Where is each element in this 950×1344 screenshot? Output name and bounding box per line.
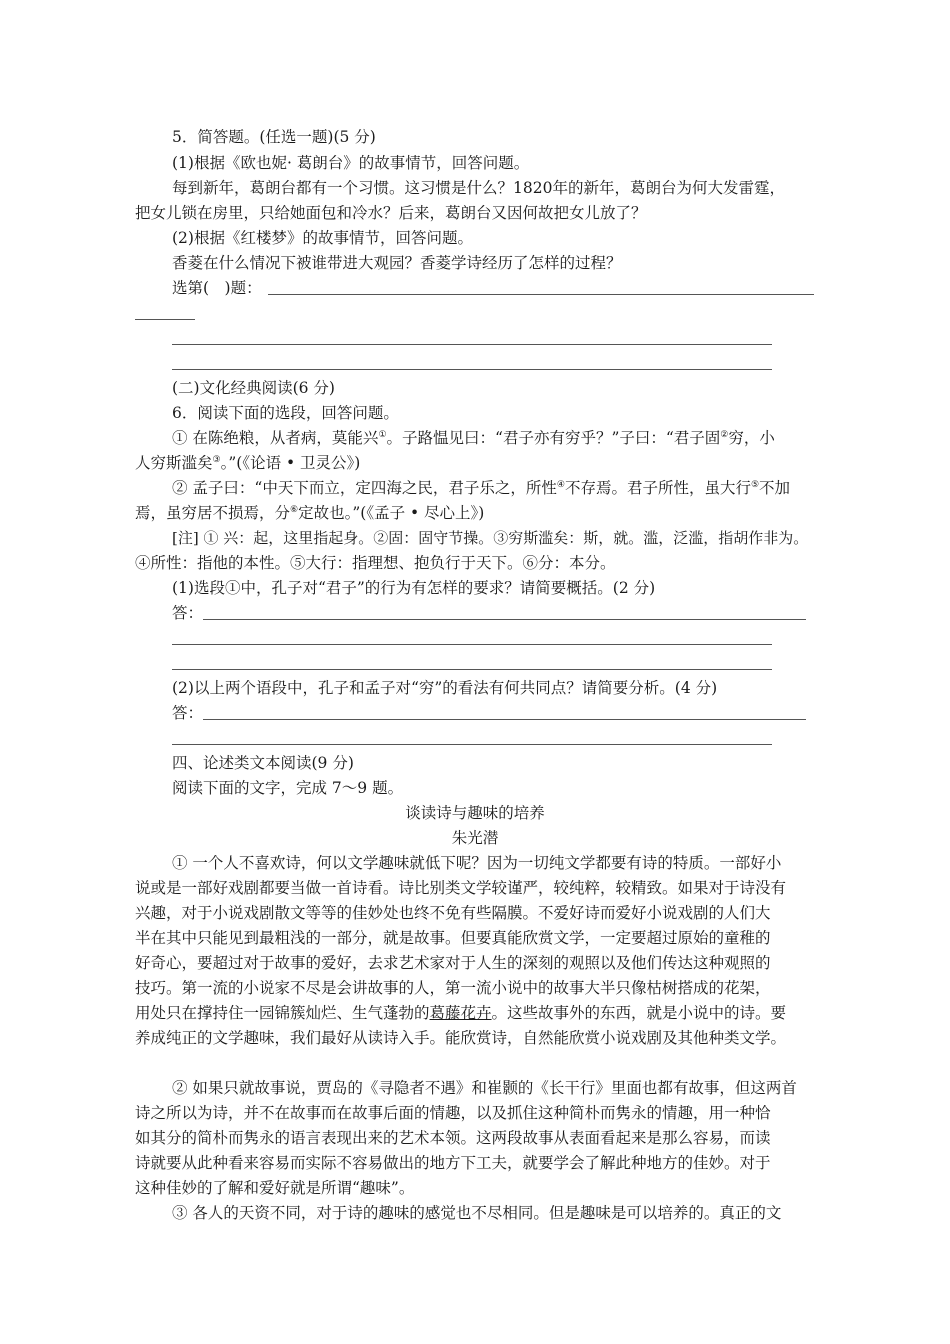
footnote-mark: ③ [212, 454, 221, 465]
text-run: 焉，虽穷居不损焉，分 [135, 504, 291, 522]
text-run: 不加 [759, 479, 791, 497]
footnote-mark: ⑤ [750, 479, 760, 490]
text-run: ① 在陈绝粮，从者病，莫能兴 [172, 429, 379, 447]
passage2-line1 [172, 478, 790, 498]
q5-sub2-prompt: (2)根据《红楼梦》的故事情节，回答问题。 [172, 229, 473, 247]
para1-line5: 好奇心，要超过对于故事的爱好，去求艺术家对于人生的深刻的观照以及他们传达这种观照的 [135, 954, 771, 972]
passage2-line2 [135, 503, 484, 523]
para2-line2: 诗之所以为诗，并不在故事而在故事后面的情趣，以及抓住这种简朴而隽永的情趣，用一种恰 [135, 1104, 771, 1122]
q6-sub2-prompt: (2)以上两个语段中，孔子和孟子对“穷”的看法有何共同点？请简要分析。(4 分) [172, 679, 718, 697]
q5-sub1-text-line1 [172, 178, 812, 198]
para2-line5: 这种佳妙的了解和爱好就是所谓“趣味”。 [135, 1179, 415, 1197]
para1-line3: 兴趣，对于小说戏剧散文等等的佳妙处也终不免有些隔膜。不爱好诗而爱好小说戏剧的人们大 [135, 904, 771, 922]
footnote-mark: ① [378, 429, 387, 440]
q5-sub1-text-line2: 把女儿锁在房里，只给她面包和冷水？后来，葛朗台又因何故把女儿放了？ [135, 204, 647, 222]
q6-sub2-answer-line-1[interactable] [203, 719, 806, 720]
q5-answer-line-2[interactable] [172, 344, 772, 345]
text-run: 。子路愠见曰：“君子亦有穷乎？”子曰：“君子固 [386, 429, 721, 447]
text-run: 穷，小 [728, 429, 775, 447]
para1-line6: 技巧。第一流的小说家不尽是会讲故事的人，第一流小说中的故事大半只像枯树搭成的花架， [135, 979, 771, 997]
para1-line1: ① 一个人不喜欢诗，何以文学趣味就低下呢？因为一切纯文学都要有诗的特质。一部好小 [172, 854, 782, 872]
para2-line4: 诗就要从此种看来容易而实际不容易做出的地方下工夫，就要学会了解此种地方的佳妙。对于 [135, 1154, 771, 1172]
footnote-mark: ② [720, 429, 729, 440]
text-run: 定故也。”(《孟子 • 尽心上》) [298, 504, 485, 522]
footnote-mark: ⑥ [290, 504, 299, 515]
passage1-line1 [172, 428, 775, 448]
q5-answer-line-1-wrap[interactable] [135, 319, 195, 320]
q5-answer-line-3[interactable] [172, 369, 772, 370]
q6-sub1-answer-label: 答： [172, 604, 204, 622]
para1-line7 [135, 1003, 786, 1023]
para1-line2: 说或是一部好戏剧都要当做一首诗看。诗比别类文学较谨严，较纯粹，较精致。如果对于诗没有 [135, 879, 787, 897]
essay-author: 朱光潜 [451, 829, 499, 847]
footnote-mark: ④ [556, 479, 565, 490]
passage1-line2 [135, 453, 360, 473]
q6-sub2-answer-line-2[interactable] [172, 744, 772, 745]
para2-line1: ② 如果只就故事说，贾岛的《寻隐者不遇》和崔颢的《长干行》里面也都有故事，但这两首 [172, 1079, 797, 1097]
q5-sub1-prompt: (1)根据《欧也妮· 葛朗台》的故事情节，回答问题。 [172, 154, 530, 172]
q6-prompt: 6．阅读下面的选段，回答问题。 [172, 404, 399, 422]
q6-sub1-answer-line-3[interactable] [172, 669, 772, 670]
q6-sub1-prompt: (1)选段①中，孔子对“君子”的行为有怎样的要求？请简要概括。(2 分) [172, 579, 656, 597]
note-line1: [注] ① 兴：起，这里指起身。②固：固守节操。③穷斯滥矣：斯，就。滥，泛滥，指胡作非为。 [172, 529, 809, 547]
para2-line3: 如其分的简朴而隽永的语言表现出来的艺术本领。这两段故事从表面看起来是那么容易，而读 [135, 1129, 771, 1147]
para1-line4: 半在其中只能见到最粗浅的一部分，就是故事。但要真能欣赏文学，一定要超过原始的童稚的 [135, 929, 771, 947]
note-line2: ④所性：指他的本性。⑤大行：指理想、抱负行于天下。⑥分：本分。 [135, 554, 616, 572]
q5-choose-label: 选第( )题： [172, 279, 262, 297]
underlined-phrase: 葛藤花卉 [429, 1004, 492, 1022]
q6-sub1-answer-line-2[interactable] [172, 644, 772, 645]
text-run: 。”(《论语 • 卫灵公》) [220, 454, 361, 472]
text-run: 不存焉。君子所性，虽大行 [564, 479, 751, 497]
section4-instructions: 阅读下面的文字，完成 7～9 题。 [172, 779, 404, 797]
culture-section-title: (二)文化经典阅读(6 分) [172, 379, 335, 397]
section4-title: 四、论述类文本阅读(9 分) [172, 754, 354, 772]
q6-sub1-answer-line-1[interactable] [203, 619, 806, 620]
para3-line1: ③ 各人的天资不同，对于诗的趣味的感觉也不尽相同。但是趣味是可以培养的。真正的文 [172, 1204, 782, 1222]
q5-sub2-text: 香菱在什么情况下被谁带进大观园？香菱学诗经历了怎样的过程？ [172, 254, 622, 272]
text-run: 每到新年，葛朗台都有一个习惯。这习惯是什么？1820年的新年，葛朗台为何大发雷霆， [172, 179, 785, 197]
text-run: 人穷斯滥矣 [135, 454, 213, 472]
para1-line8: 养成纯正的文学趣味，我们最好从读诗入手。能欣赏诗，自然能欣赏小说戏剧及其他种类文学。 [135, 1029, 787, 1047]
essay-title: 谈读诗与趣味的培养 [405, 804, 545, 822]
q5-answer-line-1[interactable] [268, 294, 814, 295]
text-run: 用处只在撑持住一园锦簇灿烂、生气蓬勃的 [135, 1004, 430, 1022]
q6-sub2-answer-label: 答： [172, 704, 204, 722]
text-run: 。这些故事外的东西，就是小说中的诗。要 [491, 1004, 787, 1022]
text-run: ② 孟子曰：“中天下而立，定四海之民，君子乐之，所性 [172, 479, 557, 497]
q5-title: 5．简答题。(任选一题)(5 分) [172, 128, 376, 146]
